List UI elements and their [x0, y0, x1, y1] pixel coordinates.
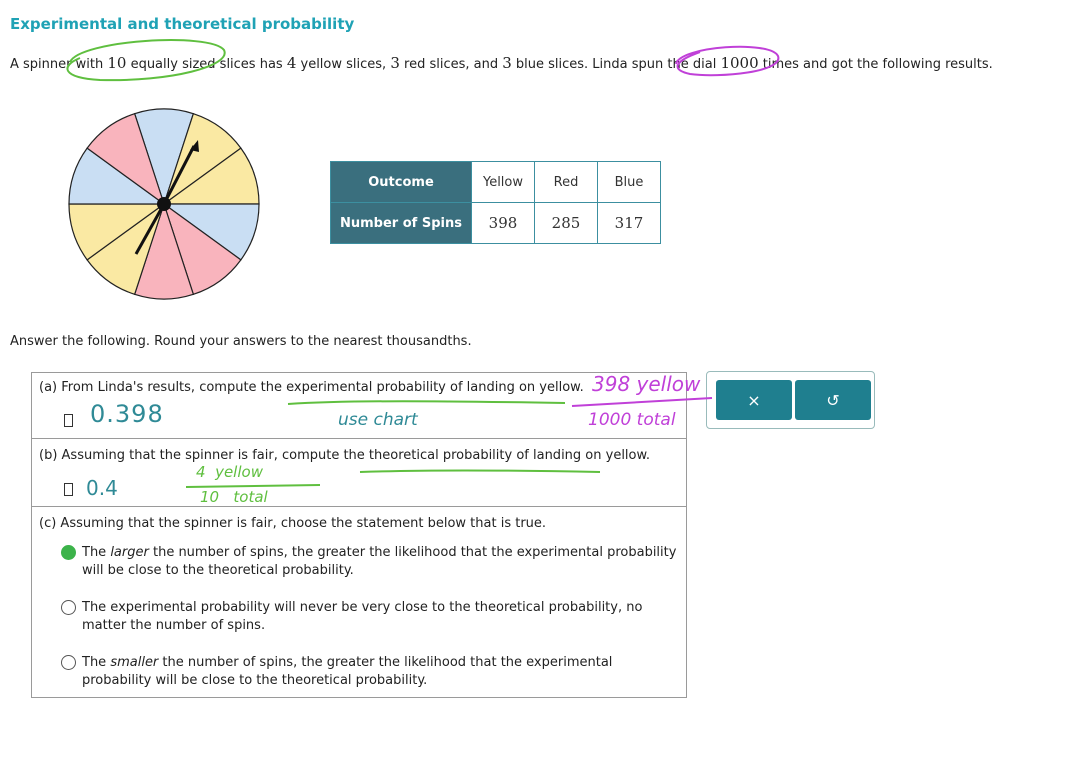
part-c-question: (c) Assuming that the spinner is fair, choose the statement below that is true.	[39, 516, 547, 531]
option-3-text: The smaller the number of spins, the greater the likelihood that the experimental probability will be close to the theoretical probability.	[82, 655, 613, 688]
results-table	[330, 161, 661, 244]
spins-red: 285	[535, 203, 598, 244]
part-a-answer-field[interactable]	[64, 414, 73, 427]
problem-statement: A spinner with 10 equally sized slices has 4 yellow slices, 3 red slices, and 3 blue slices. Linda spun the dial 1000 times and got the following results.	[10, 54, 993, 72]
spinner-image	[66, 106, 262, 302]
spins-header: Number of Spins	[331, 203, 472, 244]
spins-blue: 317	[598, 203, 661, 244]
table-row	[331, 162, 661, 203]
close-icon: ×	[747, 390, 761, 410]
option-2-radio[interactable]	[61, 600, 76, 615]
undo-button[interactable]	[795, 380, 871, 420]
note-fraction-b-denominator: 10 total	[200, 488, 268, 506]
part-a-question: (a) From Linda's results, compute the experimental probability of landing on yellow.	[39, 380, 584, 395]
part-b-handwritten-answer: 0.4	[86, 476, 118, 500]
outcome-red: Red	[535, 162, 598, 203]
part-a-handwritten-answer: 0.398	[90, 400, 164, 428]
part-b-answer-field[interactable]	[64, 483, 73, 496]
part-b-question: (b) Assuming that the spinner is fair, compute the theoretical probability of landing on yellow.	[39, 448, 651, 463]
option-1-text: The larger the number of spins, the greater the likelihood that the experimental probability will be close to the theoretical probability.	[82, 545, 677, 578]
note-fraction-b-numerator: 4 yellow	[196, 463, 263, 481]
note-fraction-a-denominator: 1000 total	[588, 410, 676, 430]
outcome-yellow: Yellow	[472, 162, 535, 203]
clear-button[interactable]	[716, 380, 792, 420]
outcome-blue: Blue	[598, 162, 661, 203]
instructions: Answer the following. Round your answers to the nearest thousandths.	[10, 334, 472, 349]
option-3-radio[interactable]	[61, 655, 76, 670]
spins-yellow: 398	[472, 203, 535, 244]
table-row	[331, 203, 661, 244]
note-use-chart: use chart	[338, 410, 418, 430]
page-title: Experimental and theoretical probability	[10, 15, 355, 33]
option-1-radio[interactable]	[61, 545, 76, 560]
undo-icon: ↺	[826, 390, 840, 410]
outcome-header: Outcome	[331, 162, 472, 203]
answer-toolbar	[706, 371, 875, 429]
option-2-text: The experimental probability will never be very close to the theoretical probability, no matter the number of spins.	[82, 600, 643, 633]
note-fraction-a-numerator: 398 yellow	[592, 372, 701, 396]
